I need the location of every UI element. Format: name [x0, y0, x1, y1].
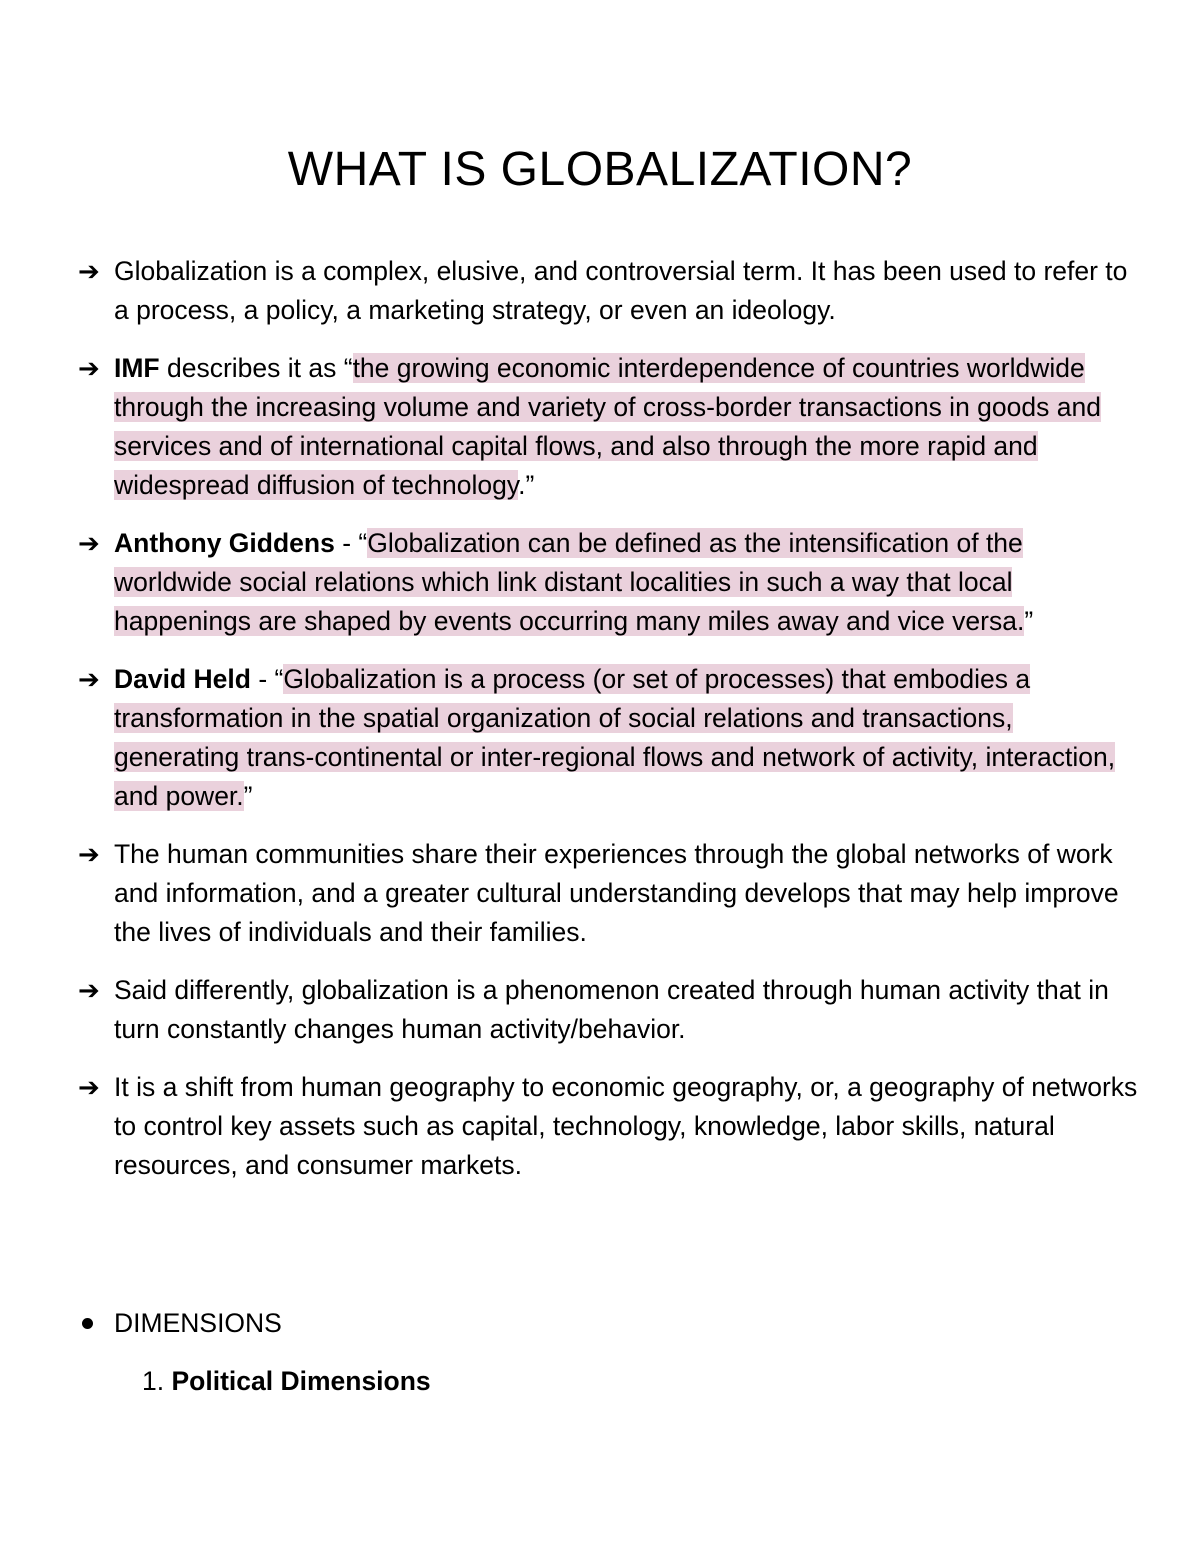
item-label: Political Dimensions: [171, 1366, 431, 1396]
dimensions-heading: DIMENSIONS: [114, 1308, 282, 1338]
dimensions-section: [78, 1304, 1138, 1401]
arrow-icon: ➔: [78, 1072, 100, 1102]
source-name: IMF: [114, 353, 160, 383]
numbered-item: [78, 1362, 1138, 1401]
quote-close: ”: [243, 781, 253, 811]
definition-list: [78, 252, 1138, 1204]
list-item: [78, 660, 1138, 816]
bullet-dot-icon: [82, 1318, 93, 1329]
dimensions-heading-row: [78, 1304, 1138, 1343]
list-item: [78, 1068, 1138, 1185]
point-text: The human communities share their experiences through the global networks of work and information, and a greater cultural understanding develops that may help improve the lives of individuals and their families.: [114, 839, 1119, 947]
connector-text: - “: [250, 664, 284, 694]
list-item: [78, 252, 1138, 330]
point-text: Globalization is a complex, elusive, and controversial term. It has been used to refer to a process, a policy, a marketing strategy, or even an ideology.: [114, 256, 1128, 325]
arrow-icon: ➔: [78, 353, 100, 383]
arrow-icon: ➔: [78, 256, 100, 286]
quote-close: .”: [518, 470, 535, 500]
item-number: 1.: [142, 1366, 165, 1396]
page-title: WHAT IS GLOBALIZATION?: [287, 143, 913, 196]
highlighted-quote: the growing economic interdependence of countries worldwide through the increasing volume and variety of cross-border transactions in goods and services and of international capital flows, and also through the more rapid and widespread diffusion of technology: [114, 353, 1101, 500]
list-item: [78, 349, 1138, 505]
quote-close: ”: [1024, 606, 1034, 636]
list-item: [78, 971, 1138, 1049]
source-name: David Held: [114, 664, 251, 694]
list-item: [78, 524, 1138, 641]
connector-text: describes it as “: [159, 353, 353, 383]
point-text: Said differently, globalization is a phenomenon created through human activity that in turn constantly changes human activity/behavior.: [114, 975, 1109, 1044]
arrow-icon: ➔: [78, 975, 100, 1005]
arrow-icon: ➔: [78, 839, 100, 869]
source-name: Anthony Giddens: [114, 528, 335, 558]
arrow-icon: ➔: [78, 528, 100, 558]
arrow-icon: ➔: [78, 664, 100, 694]
connector-text: - “: [334, 528, 368, 558]
highlighted-quote: Globalization can be defined as the intensification of the worldwide social relations which link distant localities in such a way that local happenings are shaped by events occurring many miles away and vice versa.: [114, 528, 1025, 636]
list-item: [78, 835, 1138, 952]
point-text: It is a shift from human geography to economic geography, or, a geography of networks to control key assets such as capital, technology, knowledge, labor skills, natural resources, and consumer markets.: [114, 1072, 1138, 1180]
highlighted-quote: Globalization is a process (or set of processes) that embodies a transformation in the spatial organization of social relations and transactions, generating trans-continental or inter-regional flows and network of activity, interaction, and power.: [114, 664, 1116, 811]
